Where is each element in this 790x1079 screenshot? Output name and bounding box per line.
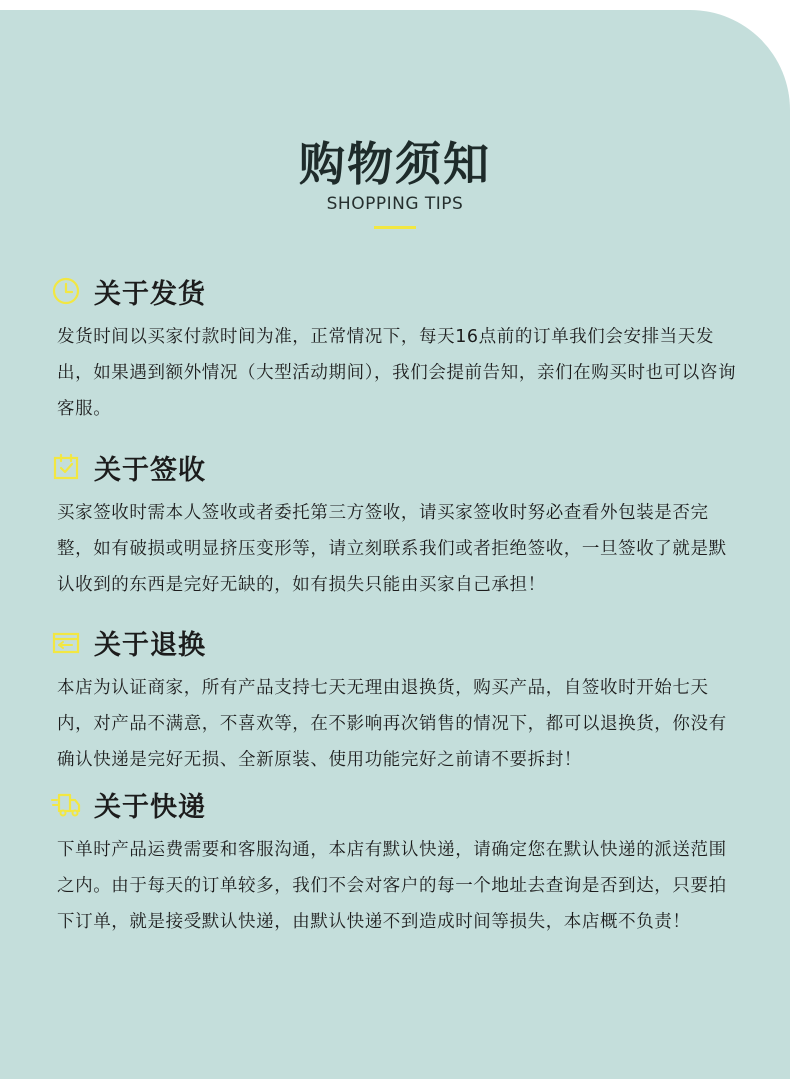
section-body: 下单时产品运费需要和客服沟通，本店有默认快递，请确定您在默认快递的派送范围之内。由于每天的订单较多，我们不会对客户的每一个地址去查询是否到达，只要拍下订单，就是接受默认快递，由默认快递不到造成时间等损失，本店概不负责！ — [57, 840, 727, 932]
section-heading: 关于签收 — [94, 454, 206, 486]
section-delivery — [51, 786, 741, 940]
page-title: 购物须知 — [299, 137, 491, 191]
section-heading-row — [51, 786, 741, 822]
section-body: 本店为认证商家，所有产品支持七天无理由退换货，购买产品，自签收时开始七天内，对产品不满意，不喜欢等，在不影响再次销售的情况下，都可以退换货，你没有确认快递是完好无损、全新原装、使用功能完好之前请不要拆封！ — [57, 678, 727, 770]
section-body: 买家签收时需本人签收或者委托第三方签收，请买家签收时努必查看外包装是否完整，如有破损或明显挤压变形等，请立刻联系我们或者拒绝签收，一旦签收了就是默认收到的东西是完好无缺的，如有损失只能由买家自己承担！ — [57, 503, 727, 595]
section-returns — [51, 624, 741, 778]
section-shipping — [51, 273, 741, 427]
section-heading-row — [51, 624, 741, 660]
calendar-check-icon — [51, 452, 81, 482]
delivery-truck-icon — [51, 789, 81, 819]
section-body: 发货时间以买家付款时间为准，正常情况下，每天16点前的订单我们会安排当天发出，如果遇到额外情况（大型活动期间），我们会提前告知，亲们在购买时也可以咨询客服。 — [57, 327, 737, 419]
section-heading: 关于退换 — [94, 629, 206, 661]
clock-icon — [51, 276, 81, 306]
shopping-tips-card — [0, 10, 790, 1079]
section-heading: 关于快递 — [94, 791, 206, 823]
page-subtitle: SHOPPING TIPS — [326, 194, 464, 214]
title-divider — [374, 226, 416, 229]
section-heading-row — [51, 449, 741, 485]
section-heading: 关于发货 — [94, 278, 206, 310]
section-heading-row — [51, 273, 741, 309]
return-box-icon — [51, 627, 81, 657]
section-receipt — [51, 449, 741, 603]
